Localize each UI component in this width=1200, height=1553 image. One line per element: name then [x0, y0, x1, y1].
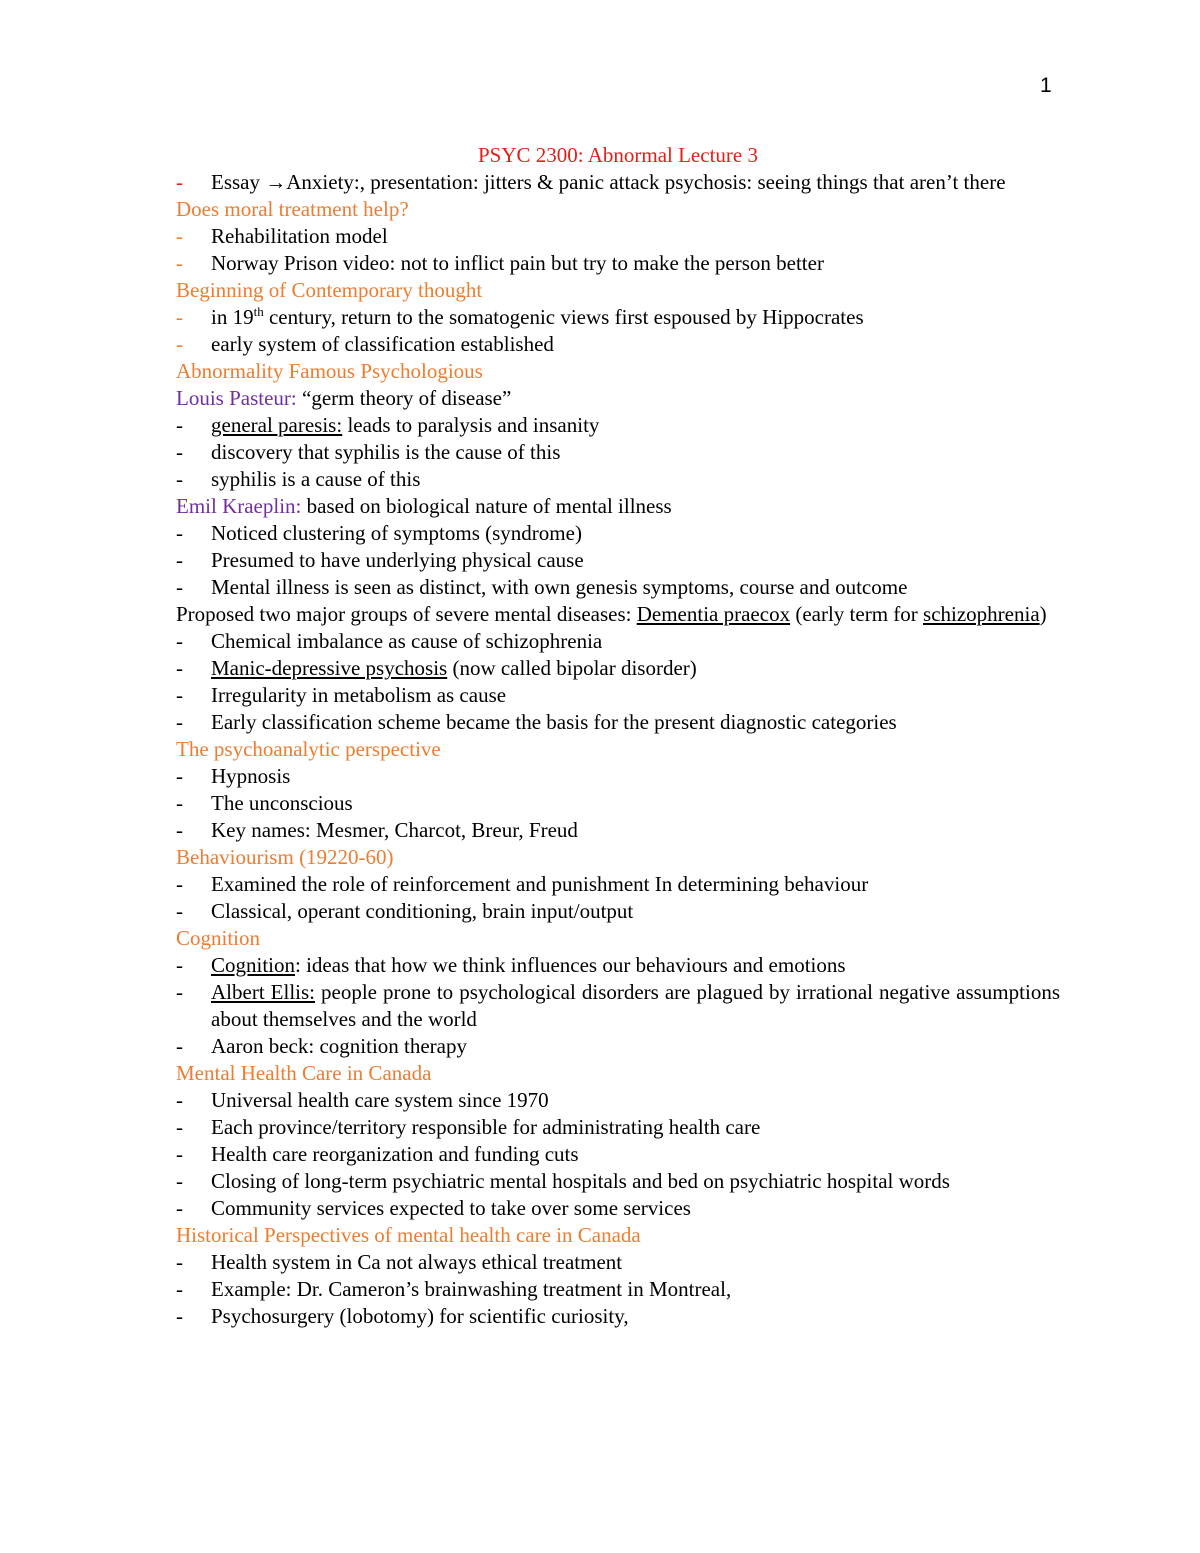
list-item: - Key names: Mesmer, Charcot, Breur, Freud [176, 818, 578, 842]
list-item: - in 19th century, return to the somatogenic views first espoused by Hippocrates [176, 304, 864, 329]
list-item: - Health care reorganization and funding cuts [176, 1142, 579, 1166]
list-item: - Early classification scheme became the basis for the present diagnostic categories [176, 710, 897, 734]
list-item: - Classical, operant conditioning, brain input/output [176, 899, 634, 923]
list-item: - Presumed to have underlying physical cause [176, 548, 584, 572]
list-item: - syphilis is a cause of this [176, 467, 421, 491]
lecture-notes [176, 142, 1060, 1330]
list-item: - Examined the role of reinforcement and punishment In determining behaviour [176, 872, 869, 896]
list-item: - Manic-depressive psychosis (now called bipolar disorder) [176, 656, 697, 680]
list-item: - Health system in Ca not always ethical treatment [176, 1250, 623, 1274]
list-item: - Cognition: ideas that how we think influences our behaviours and emotions [176, 953, 846, 977]
list-item: - The unconscious [176, 791, 353, 815]
list-item: - Each province/territory responsible for administrating health care [176, 1115, 761, 1139]
list-item: - Chemical imbalance as cause of schizophrenia [176, 629, 603, 653]
list-item: - Mental illness is seen as distinct, with own genesis symptoms, course and outcome [176, 575, 908, 599]
list-item: - Example: Dr. Cameron’s brainwashing treatment in Montreal, [176, 1277, 732, 1301]
list-item-intro: - Essay →Anxiety:, presentation: jitters & panic attack psychosis: seeing things that aren’t there [176, 170, 1006, 194]
section-heading-behaviourism: Behaviourism (19220-60) [176, 845, 394, 869]
arrow-icon: → [265, 170, 287, 194]
list-item: - Psychosurgery (lobotomy) for scientific curiosity, [176, 1304, 629, 1328]
person-name: Louis Pasteur: [176, 386, 297, 410]
list-item: - Norway Prison video: not to inflict pain but try to make the person better [176, 251, 824, 275]
list-item: - Noticed clustering of symptoms (syndrome) [176, 521, 582, 545]
section-heading-historical: Historical Perspectives of mental health care in Canada [176, 1223, 641, 1247]
list-item: - Community services expected to take over some services [176, 1196, 691, 1220]
page-number: 1 [1040, 74, 1052, 97]
section-heading-cognition: Cognition [176, 926, 261, 950]
list-item: - Albert Ellis: people prone to psychological disorders are plagued by irrational negative assumptions about themselves and the world [176, 980, 1060, 1031]
list-item: - Rehabilitation model [176, 224, 388, 248]
list-item: - Universal health care system since 1970 [176, 1088, 549, 1112]
section-heading-canada: Mental Health Care in Canada [176, 1061, 432, 1085]
person-name: Emil Kraeplin: [176, 494, 302, 518]
section-heading-famous: Abnormality Famous Psychologious [176, 359, 483, 383]
section-heading-psychoanalytic: The psychoanalytic perspective [176, 737, 441, 761]
list-item: - Hypnosis [176, 764, 291, 788]
page-title: PSYC 2300: Abnormal Lecture 3 [478, 143, 758, 167]
section-heading-contemporary: Beginning of Contemporary thought [176, 278, 483, 302]
list-item: - Aaron beck: cognition therapy [176, 1034, 467, 1058]
list-item: - general paresis: leads to paralysis and insanity [176, 413, 600, 437]
list-item: - early system of classification established [176, 332, 554, 356]
list-item: - Irregularity in metabolism as cause [176, 683, 507, 707]
proposed-paragraph: Proposed two major groups of severe mental diseases: Dementia praecox (early term for schizophrenia) [176, 602, 1047, 626]
pasteur-line: Louis Pasteur: “germ theory of disease” [176, 386, 512, 410]
kraeplin-line: Emil Kraeplin: based on biological nature of mental illness [176, 494, 672, 518]
section-heading-moral: Does moral treatment help? [176, 197, 409, 221]
list-item: - Closing of long-term psychiatric mental hospitals and bed on psychiatric hospital words [176, 1169, 950, 1193]
list-item: - discovery that syphilis is the cause of this [176, 440, 561, 464]
